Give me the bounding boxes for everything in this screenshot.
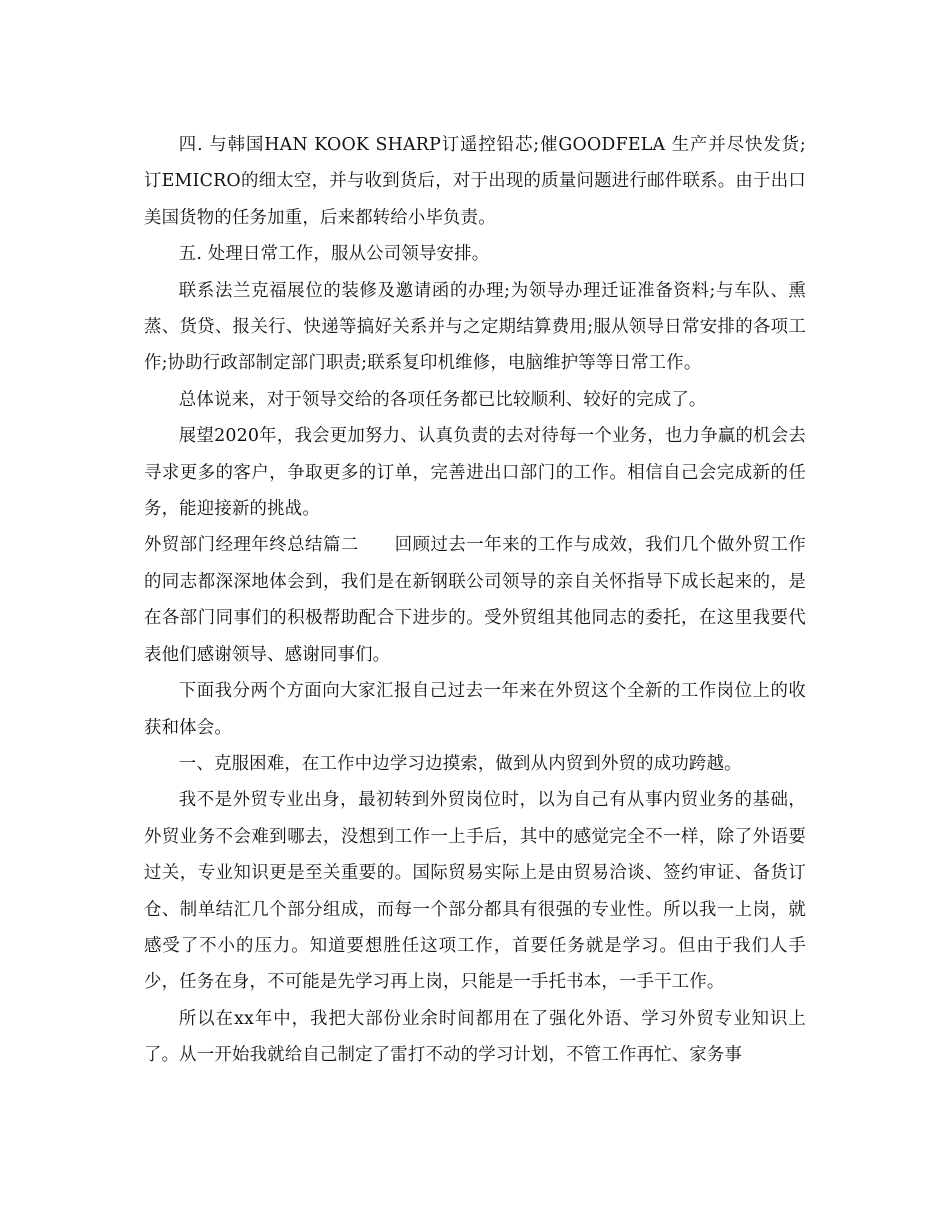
paragraph-report-intro: 下面我分两个方面向大家汇报自己过去一年来在外贸这个全新的工作岗位上的收获和体会。 (144, 681, 806, 738)
paragraph-study-plan: 所以在xx年中，我把大部份业余时间都用在了强化外语、学习外贸专业知识上了。从一开始我就给自己制定了雷打不动的学习计划，不管工作再忙、家务事 (144, 1008, 806, 1066)
section-heading: 外贸部门经理年终总结篇二 (144, 535, 359, 556)
paragraph-background: 我不是外贸专业出身，最初转到外贸岗位时，以为自己有从事内贸业务的基础，外贸业务不会难到哪去，没想到工作一上手后，其中的感觉完全不一样，除了外语要过关，专业知识更是至关重要的。国际贸易实际上是由贸易洽谈、签约审证、备货订仓、制单结汇几个部分组成，而每一个部分都具有很强的专业性。所以我一上岗，就感受了不小的压力。知道要想胜任这项工作，首要任务就是学习。但由于我们人手少，任务在身，不可能是先学习再上岗，只能是一手托书本，一手干工作。 (144, 790, 806, 993)
paragraph-point-one: 一、克服困难，在工作中边学习边摸索，做到从内贸到外贸的成功跨越。 (178, 753, 742, 774)
paragraph-summary: 总体说来，对于领导交给的各项任务都已比较顺利、较好的完成了。 (178, 389, 707, 410)
section-intro-text: 回顾过去一年来的工作与成效，我们几个做外贸工作的同志都深深地体会到，我们是在新钢联公司领导的亲自关怀指导下成长起来的，是在各部门同事们的积极帮助配合下进步的。受外贸组其他同志的委托，在这里我要代表他们感谢领导、感谢同事们。 (144, 535, 806, 665)
paragraph-item-4: 四. 与韩国HAN KOOK SHARP订遥控铅芯;催GOODFELA 生产并尽快发货;订EMICRO的细太空，并与收到货后，对于出现的质量问题进行邮件联系。由于出口美国货物的任务加重，后来都转给小毕负责。 (144, 135, 806, 228)
paragraph-item-5: 五. 处理日常工作，服从公司领导安排。 (178, 244, 490, 265)
section-two-paragraph (144, 527, 806, 673)
document-body (144, 127, 806, 1074)
paragraph-daily-work: 联系法兰克福展位的装修及邀请函的办理;为领导办理迁证准备资料;与车队、熏蒸、货贷、报关行、快递等搞好关系并与之定期结算费用;服从领导日常安排的各项工作;协助行政部制定部门职责;联系复印机维修，电脑维护等等日常工作。 (144, 280, 806, 374)
paragraph-outlook: 展望2020年，我会更加努力、认真负责的去对待每一个业务，也力争赢的机会去寻求更多的客户，争取更多的订单，完善进出口部门的工作。相信自己会完成新的任务，能迎接新的挑战。 (144, 426, 806, 520)
